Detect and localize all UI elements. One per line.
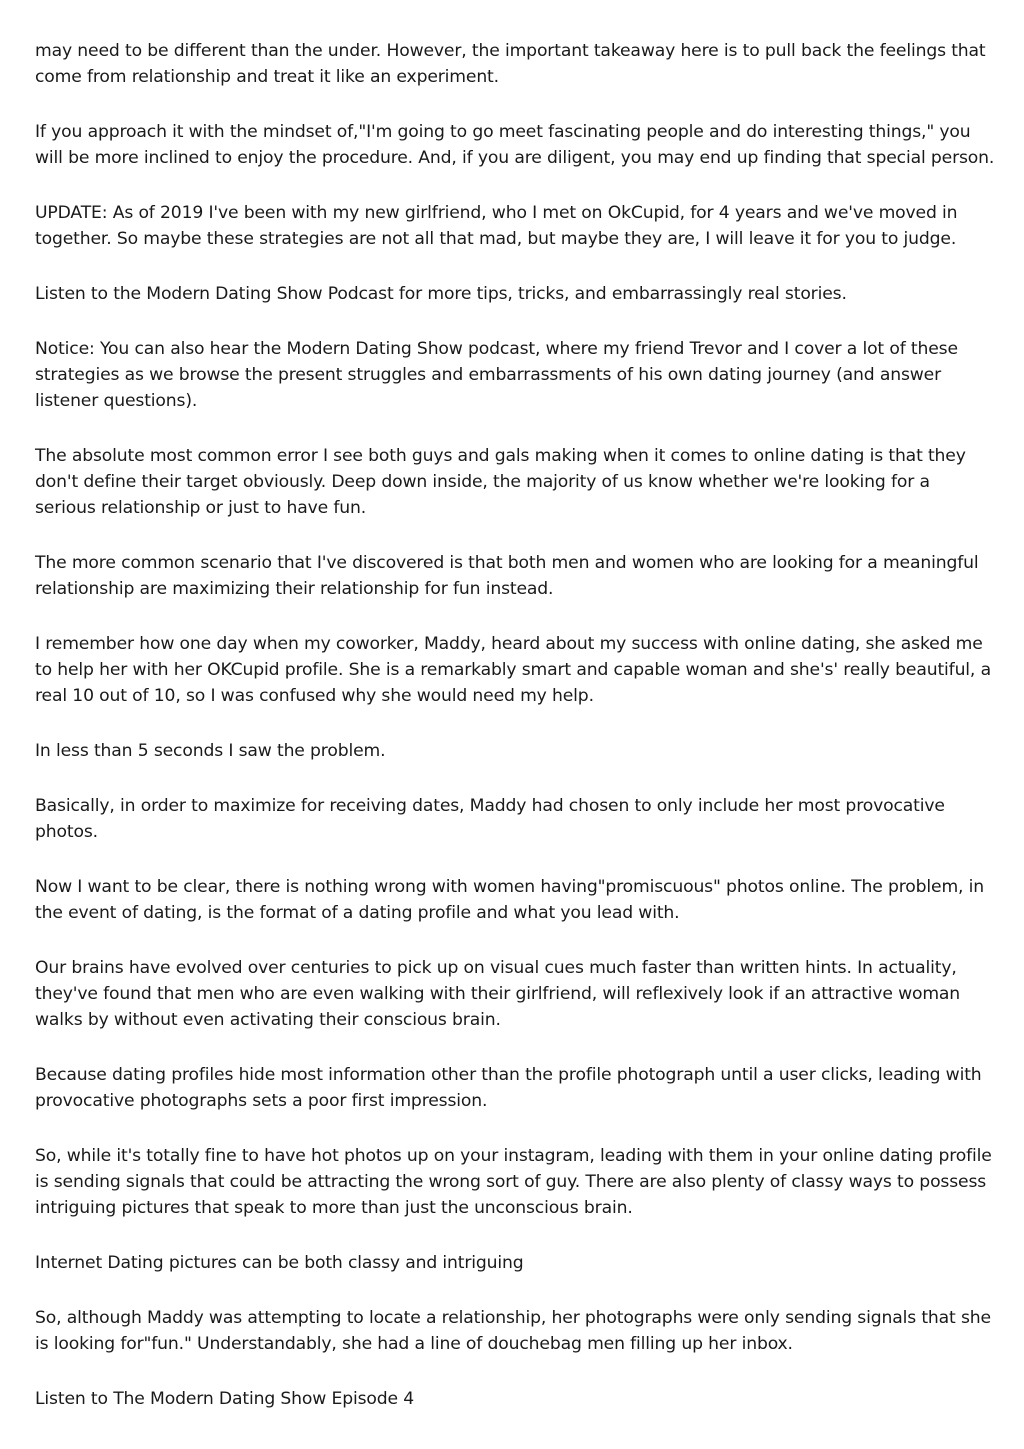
paragraph: Listen to the Modern Dating Show Podcast for more tips, tricks, and embarrassingly real stories. [35, 284, 847, 304]
paragraph: may need to be different than the under. However, the important takeaway here is to pull back the feelings that come from relationship and treat it like an experiment. [35, 41, 986, 87]
paragraph: The more common scenario that I've discovered is that both men and women who are looking for a meaningful relationship are maximizing their relationship for fun instead. [35, 553, 979, 599]
paragraph: The absolute most common error I see both guys and gals making when it comes to online dating is that they don't define their target obviously. Deep down inside, the majority of us know whether we're looking for a serious relationship or just to have fun. [35, 446, 966, 518]
paragraph: Notice: You can also hear the Modern Dating Show podcast, where my friend Trevor and I cover a lot of these strategies as we browse the present struggles and embarrassments of his own dating journey (and answer listener questions). [35, 339, 958, 411]
paragraph: Because dating profiles hide most information other than the profile photograph until a user clicks, leading with provocative photographs sets a poor first impression. [35, 1065, 982, 1111]
paragraph: So, although Maddy was attempting to locate a relationship, her photographs were only sending signals that she is looking for"fun." Understandably, she had a line of douchebag men filling up her inbox. [35, 1308, 991, 1354]
paragraph: I remember how one day when my coworker, Maddy, heard about my success with online dating, she asked me to help her with her OKCupid profile. She is a remarkably smart and capable woman and she's' really beautiful, a real 10 out of 10, so I was confused why she would need my help. [35, 634, 991, 706]
paragraph: So, while it's totally fine to have hot photos up on your instagram, leading with them in your online dating profile is sending signals that could be attracting the wrong sort of guy. There are also plenty of classy ways to possess intriguing pictures that speak to more than just the unconscious brain. [35, 1146, 992, 1218]
paragraph: Our brains have evolved over centuries to pick up on visual cues much faster than written hints. In actuality, they've found that men who are even walking with their girlfriend, will reflexively look if an attractive woman walks by without even activating their conscious brain. [35, 958, 961, 1030]
subheading: Internet Dating pictures can be both classy and intriguing [35, 1253, 524, 1273]
paragraph: Listen to The Modern Dating Show Episode 4 [35, 1389, 415, 1409]
paragraph: Now I want to be clear, there is nothing wrong with women having"promiscuous" photos online. The problem, in the event of dating, is the format of a dating profile and what you lead with. [35, 877, 985, 923]
paragraph: UPDATE: As of 2019 I've been with my new girlfriend, who I met on OkCupid, for 4 years and we've moved in together. So maybe these strategies are not all that mad, but maybe they are, I will leave it for you to judge. [35, 203, 958, 249]
paragraph: In less than 5 seconds I saw the problem. [35, 741, 386, 761]
paragraph: Basically, in order to maximize for receiving dates, Maddy had chosen to only include her most provocative photos. [35, 796, 945, 842]
document-body [35, 38, 995, 1441]
paragraph: If you approach it with the mindset of,"I'm going to go meet fascinating people and do interesting things," you will be more inclined to enjoy the procedure. And, if you are diligent, you may end up finding that special person. [35, 122, 995, 168]
